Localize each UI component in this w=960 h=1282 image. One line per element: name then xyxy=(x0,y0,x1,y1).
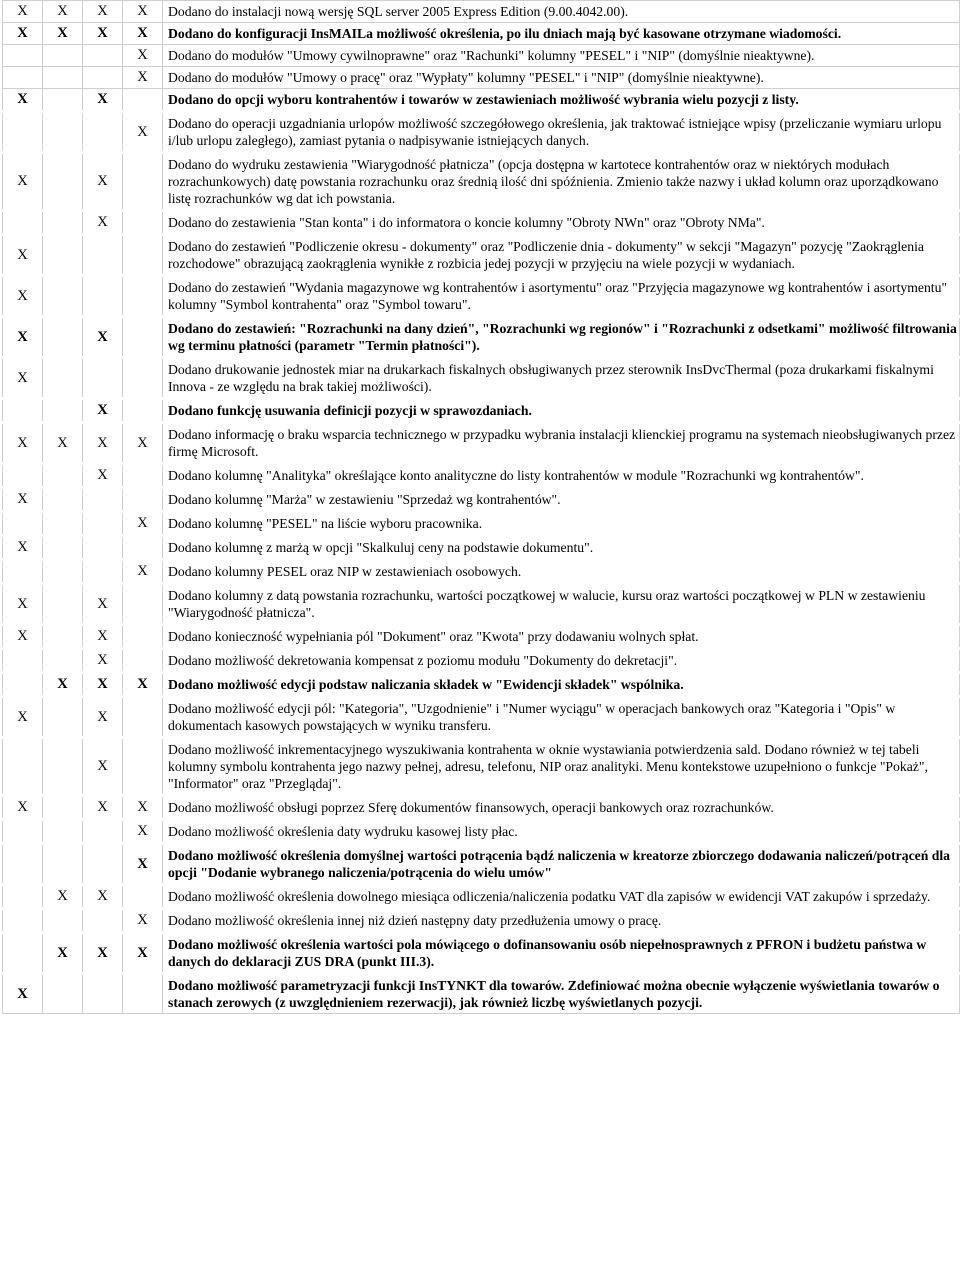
edition-mark-1: X xyxy=(3,317,43,358)
edition-mark-1 xyxy=(3,399,43,423)
edition-mark-1: X xyxy=(3,423,43,464)
edition-mark-4 xyxy=(123,649,163,673)
edition-mark-3: X xyxy=(83,673,123,697)
edition-mark-4: X xyxy=(123,673,163,697)
edition-mark-3 xyxy=(83,67,123,89)
table-row xyxy=(3,584,960,625)
edition-mark-2 xyxy=(43,211,83,235)
edition-mark-4 xyxy=(123,399,163,423)
edition-mark-2: X xyxy=(43,933,83,974)
edition-mark-3 xyxy=(83,536,123,560)
edition-mark-4: X xyxy=(123,512,163,536)
edition-mark-3 xyxy=(83,276,123,317)
edition-mark-4 xyxy=(123,697,163,738)
edition-mark-2 xyxy=(43,358,83,399)
table-row xyxy=(3,697,960,738)
edition-mark-2 xyxy=(43,89,83,112)
edition-mark-1 xyxy=(3,560,43,584)
edition-mark-1: X xyxy=(3,796,43,820)
table-row xyxy=(3,512,960,536)
edition-mark-3: X xyxy=(83,933,123,974)
change-description: Dodano możliwość określenia dowolnego miesiąca odliczenia/naliczenia podatku VAT dla zapisów w ewidencji VAT zakupów i sprzedaży. xyxy=(163,885,960,909)
edition-mark-3: X xyxy=(83,211,123,235)
changelog-rows xyxy=(3,1,960,1014)
table-row xyxy=(3,67,960,89)
edition-mark-2: X xyxy=(43,23,83,45)
edition-mark-2 xyxy=(43,536,83,560)
edition-mark-3: X xyxy=(83,317,123,358)
change-description: Dodano do opcji wyboru kontrahentów i towarów w zestawieniach możliwość wybrania wielu pozycji z listy. xyxy=(163,89,960,112)
edition-mark-2 xyxy=(43,235,83,276)
edition-mark-3: X xyxy=(83,423,123,464)
edition-mark-2 xyxy=(43,399,83,423)
change-description: Dodano do wydruku zestawienia "Wiarygodność płatnicza" (opcja dostępna w kartotece kontrahentów oraz w niektórych modułach rozrachunkowych) datę powstania rozrachunku oraz średnią ilość dni spóźnienia. Zmienio także nazwy i układ kolumn oraz uporządkowano listę rozrachunków wg dat ich powstania. xyxy=(163,153,960,211)
edition-mark-4: X xyxy=(123,933,163,974)
change-description: Dodano do modułów "Umowy o pracę" oraz "Wypłaty" kolumny "PESEL" i "NIP" (domyślnie nieaktywne). xyxy=(163,67,960,89)
edition-mark-4 xyxy=(123,211,163,235)
change-description: Dodano możliwość określenia daty wydruku kasowej listy płac. xyxy=(163,820,960,844)
edition-mark-2 xyxy=(43,317,83,358)
change-description: Dodano kolumny z datą powstania rozrachunku, wartości początkowej w walucie, kursu oraz wartości początkowej w PLN w zestawieniu "Wiarygodność płatnicza". xyxy=(163,584,960,625)
change-description: Dodano możliwość określenia wartości pola mówiącego o dofinansowaniu osób niepełnosprawnych z PFRON i budżetu państwa w danych do deklaracji ZUS DRA (punkt III.3). xyxy=(163,933,960,974)
edition-mark-2: X xyxy=(43,1,83,23)
edition-mark-2 xyxy=(43,488,83,512)
edition-mark-4 xyxy=(123,885,163,909)
edition-mark-4 xyxy=(123,974,163,1014)
edition-mark-2: X xyxy=(43,885,83,909)
edition-mark-4: X xyxy=(123,67,163,89)
edition-mark-4 xyxy=(123,464,163,488)
edition-mark-1: X xyxy=(3,1,43,23)
edition-mark-3 xyxy=(83,358,123,399)
edition-mark-4: X xyxy=(123,112,163,153)
edition-mark-3: X xyxy=(83,153,123,211)
change-description: Dodano drukowanie jednostek miar na drukarkach fiskalnych obsługiwanych przez sterownik InsDvcThermal (poza drukarkami fiskalnymi Innova - ze względu na brak takiej możliwości). xyxy=(163,358,960,399)
edition-mark-3: X xyxy=(83,23,123,45)
edition-mark-4: X xyxy=(123,844,163,885)
change-description: Dodano konieczność wypełniania pól "Dokument" oraz "Kwota" przy dodawaniu wolnych spłat. xyxy=(163,625,960,649)
edition-mark-1 xyxy=(3,67,43,89)
edition-mark-4: X xyxy=(123,23,163,45)
table-row xyxy=(3,358,960,399)
edition-mark-1: X xyxy=(3,625,43,649)
change-description: Dodano możliwość edycji podstaw naliczania składek w "Ewidencji składek" wspólnika. xyxy=(163,673,960,697)
change-description: Dodano do zestawień: "Rozrachunki na dany dzień", "Rozrachunki wg regionów" i "Rozrachunki z odsetkami" możliwość filtrowania wg terminu płatności (parametr "Termin płatności"). xyxy=(163,317,960,358)
edition-mark-4 xyxy=(123,317,163,358)
edition-mark-2 xyxy=(43,844,83,885)
edition-mark-3: X xyxy=(83,399,123,423)
table-row xyxy=(3,909,960,933)
change-description: Dodano możliwość obsługi poprzez Sferę dokumentów finansowych, operacji bankowych oraz rozrachunków. xyxy=(163,796,960,820)
edition-mark-4 xyxy=(123,584,163,625)
edition-mark-1 xyxy=(3,933,43,974)
edition-mark-1: X xyxy=(3,89,43,112)
edition-mark-1 xyxy=(3,211,43,235)
change-description: Dodano możliwość edycji pól: "Kategoria", "Uzgodnienie" i "Numer wyciągu" w operacjach bankowych oraz "Kategoria i "Opis" w dokumentach kasowych powstających w wyniku transferu. xyxy=(163,697,960,738)
edition-mark-2 xyxy=(43,560,83,584)
table-row xyxy=(3,211,960,235)
edition-mark-1: X xyxy=(3,358,43,399)
edition-mark-4: X xyxy=(123,423,163,464)
edition-mark-1 xyxy=(3,512,43,536)
edition-mark-4 xyxy=(123,153,163,211)
changelog-table xyxy=(2,0,960,1014)
edition-mark-1 xyxy=(3,844,43,885)
edition-mark-2 xyxy=(43,649,83,673)
change-description: Dodano możliwość dekretowania kompensat z poziomu modułu "Dokumenty do dekretacji". xyxy=(163,649,960,673)
change-description: Dodano do modułów "Umowy cywilnoprawne" oraz "Rachunki" kolumny "PESEL" i "NIP" (domyślnie nieaktywne). xyxy=(163,45,960,67)
change-description: Dodano do konfiguracji InsMAILa możliwość określenia, po ilu dniach mają być kasowane otrzymane wiadomości. xyxy=(163,23,960,45)
table-row xyxy=(3,738,960,796)
change-description: Dodano informację o braku wsparcia technicznego w przypadku wybrania instalacji klienckiej programu na systemach nieobsługiwanych przez firmę Microsoft. xyxy=(163,423,960,464)
table-row xyxy=(3,112,960,153)
table-row xyxy=(3,560,960,584)
change-description: Dodano do zestawień "Podliczenie okresu - dokumenty" oraz "Podliczenie dnia - dokumenty" w sekcji "Magazyn" pozycję "Zaokrąglenia rozchodowe" obrazującą zaokrąglenia wynikłe z rozbicia jedej pozycji w przyjęciu na wiele pozycji w wydaniach. xyxy=(163,235,960,276)
edition-mark-3: X xyxy=(83,584,123,625)
edition-mark-3 xyxy=(83,820,123,844)
edition-mark-4 xyxy=(123,358,163,399)
change-description: Dodano kolumnę z marżą w opcji "Skalkuluj ceny na podstawie dokumentu". xyxy=(163,536,960,560)
edition-mark-1 xyxy=(3,112,43,153)
edition-mark-3: X xyxy=(83,649,123,673)
edition-mark-1: X xyxy=(3,23,43,45)
change-description: Dodano do instalacji nową wersję SQL server 2005 Express Edition (9.00.4042.00). xyxy=(163,1,960,23)
edition-mark-2 xyxy=(43,153,83,211)
change-description: Dodano możliwość określenia domyślnej wartości potrącenia bądź naliczenia w kreatorze zbiorczego dodawania naliczeń/potrąceń dla opcji "Dodanie wybranego naliczenia/potrącenia do wielu umów" xyxy=(163,844,960,885)
edition-mark-1: X xyxy=(3,153,43,211)
table-row xyxy=(3,933,960,974)
edition-mark-3 xyxy=(83,45,123,67)
edition-mark-4: X xyxy=(123,1,163,23)
table-row xyxy=(3,796,960,820)
change-description: Dodano możliwość inkrementacyjnego wyszukiwania kontrahenta w oknie wystawiania potwierdzenia sald. Dodano również w tej tabeli kolumny symbolu kontrahenta jego nazwy pełnej, adresu, telefonu, NIP oraz analityki. Menu kontekstowe uzupełniono o funkcje "Pokaż", "Informator" oraz "Przeglądaj". xyxy=(163,738,960,796)
edition-mark-3: X xyxy=(83,89,123,112)
change-description: Dodano możliwość parametryzacji funkcji InsTYNKT dla towarów. Zdefiniować można obecnie wyłączenie wyświetlania towarów o stanach zerowych (z uwzględnieniem rezerwacji), jak również liczbę wyświetlanych pozycji. xyxy=(163,974,960,1014)
change-description: Dodano funkcję usuwania definicji pozycji w sprawozdaniach. xyxy=(163,399,960,423)
edition-mark-2 xyxy=(43,697,83,738)
edition-mark-3 xyxy=(83,512,123,536)
edition-mark-4 xyxy=(123,738,163,796)
edition-mark-2 xyxy=(43,820,83,844)
edition-mark-1: X xyxy=(3,584,43,625)
edition-mark-1 xyxy=(3,738,43,796)
edition-mark-1: X xyxy=(3,536,43,560)
table-row xyxy=(3,89,960,112)
edition-mark-3: X xyxy=(83,697,123,738)
table-row xyxy=(3,820,960,844)
edition-mark-4: X xyxy=(123,820,163,844)
table-row xyxy=(3,23,960,45)
table-row xyxy=(3,625,960,649)
edition-mark-4 xyxy=(123,536,163,560)
edition-mark-1: X xyxy=(3,235,43,276)
table-row xyxy=(3,673,960,697)
edition-mark-2 xyxy=(43,276,83,317)
edition-mark-2 xyxy=(43,974,83,1014)
edition-mark-3 xyxy=(83,844,123,885)
table-row xyxy=(3,399,960,423)
change-description: Dodano do zestawienia "Stan konta" i do informatora o koncie kolumny "Obroty NWn" oraz "Obroty NMa". xyxy=(163,211,960,235)
edition-mark-2 xyxy=(43,909,83,933)
change-description: Dodano do zestawień "Wydania magazynowe wg kontrahentów i asortymentu" oraz "Przyjęcia magazynowe wg kontrahentów i asortymentu" kolumny "Symbol kontrahenta" oraz "Symbol towaru". xyxy=(163,276,960,317)
edition-mark-2: X xyxy=(43,423,83,464)
edition-mark-3 xyxy=(83,235,123,276)
edition-mark-4 xyxy=(123,488,163,512)
edition-mark-1: X xyxy=(3,974,43,1014)
table-row xyxy=(3,276,960,317)
table-row xyxy=(3,536,960,560)
table-row xyxy=(3,974,960,1014)
edition-mark-1 xyxy=(3,909,43,933)
edition-mark-4: X xyxy=(123,909,163,933)
edition-mark-4 xyxy=(123,89,163,112)
edition-mark-3: X xyxy=(83,625,123,649)
edition-mark-4 xyxy=(123,625,163,649)
change-description: Dodano możliwość określenia innej niż dzień następny daty przedłużenia umowy o pracę. xyxy=(163,909,960,933)
change-description: Dodano kolumnę "Marża" w zestawieniu "Sprzedaż wg kontrahentów". xyxy=(163,488,960,512)
edition-mark-4: X xyxy=(123,45,163,67)
table-row xyxy=(3,649,960,673)
change-description: Dodano do operacji uzgadniania urlopów możliwość szczegółowego określenia, jak traktować istniejące wpisy (przeliczanie wymiaru urlopu i/lub urlopu zaległego), zamiast pytania o nadpisywanie istniejących danych. xyxy=(163,112,960,153)
table-row xyxy=(3,488,960,512)
edition-mark-1 xyxy=(3,464,43,488)
edition-mark-2 xyxy=(43,464,83,488)
table-row xyxy=(3,885,960,909)
edition-mark-1 xyxy=(3,885,43,909)
edition-mark-3: X xyxy=(83,738,123,796)
edition-mark-3: X xyxy=(83,1,123,23)
edition-mark-2 xyxy=(43,45,83,67)
edition-mark-1 xyxy=(3,649,43,673)
edition-mark-1: X xyxy=(3,488,43,512)
edition-mark-3: X xyxy=(83,464,123,488)
edition-mark-4: X xyxy=(123,796,163,820)
edition-mark-1 xyxy=(3,820,43,844)
table-row xyxy=(3,153,960,211)
table-row xyxy=(3,235,960,276)
change-description: Dodano kolumnę "Analityka" określające konto analityczne do listy kontrahentów w module "Rozrachunki wg kontrahentów". xyxy=(163,464,960,488)
edition-mark-1: X xyxy=(3,276,43,317)
edition-mark-2: X xyxy=(43,673,83,697)
edition-mark-3 xyxy=(83,974,123,1014)
change-description: Dodano kolumny PESEL oraz NIP w zestawieniach osobowych. xyxy=(163,560,960,584)
edition-mark-2 xyxy=(43,796,83,820)
table-row xyxy=(3,45,960,67)
table-row xyxy=(3,464,960,488)
edition-mark-1 xyxy=(3,673,43,697)
table-row xyxy=(3,844,960,885)
edition-mark-2 xyxy=(43,584,83,625)
edition-mark-2 xyxy=(43,738,83,796)
edition-mark-3: X xyxy=(83,885,123,909)
edition-mark-2 xyxy=(43,112,83,153)
edition-mark-3 xyxy=(83,112,123,153)
edition-mark-4 xyxy=(123,276,163,317)
edition-mark-2 xyxy=(43,512,83,536)
edition-mark-3 xyxy=(83,560,123,584)
edition-mark-2 xyxy=(43,67,83,89)
edition-mark-1 xyxy=(3,45,43,67)
change-description: Dodano kolumnę "PESEL" na liście wyboru pracownika. xyxy=(163,512,960,536)
edition-mark-2 xyxy=(43,625,83,649)
edition-mark-4: X xyxy=(123,560,163,584)
edition-mark-3 xyxy=(83,488,123,512)
table-row xyxy=(3,317,960,358)
table-row xyxy=(3,1,960,23)
edition-mark-1: X xyxy=(3,697,43,738)
table-row xyxy=(3,423,960,464)
edition-mark-3 xyxy=(83,909,123,933)
edition-mark-3: X xyxy=(83,796,123,820)
edition-mark-4 xyxy=(123,235,163,276)
